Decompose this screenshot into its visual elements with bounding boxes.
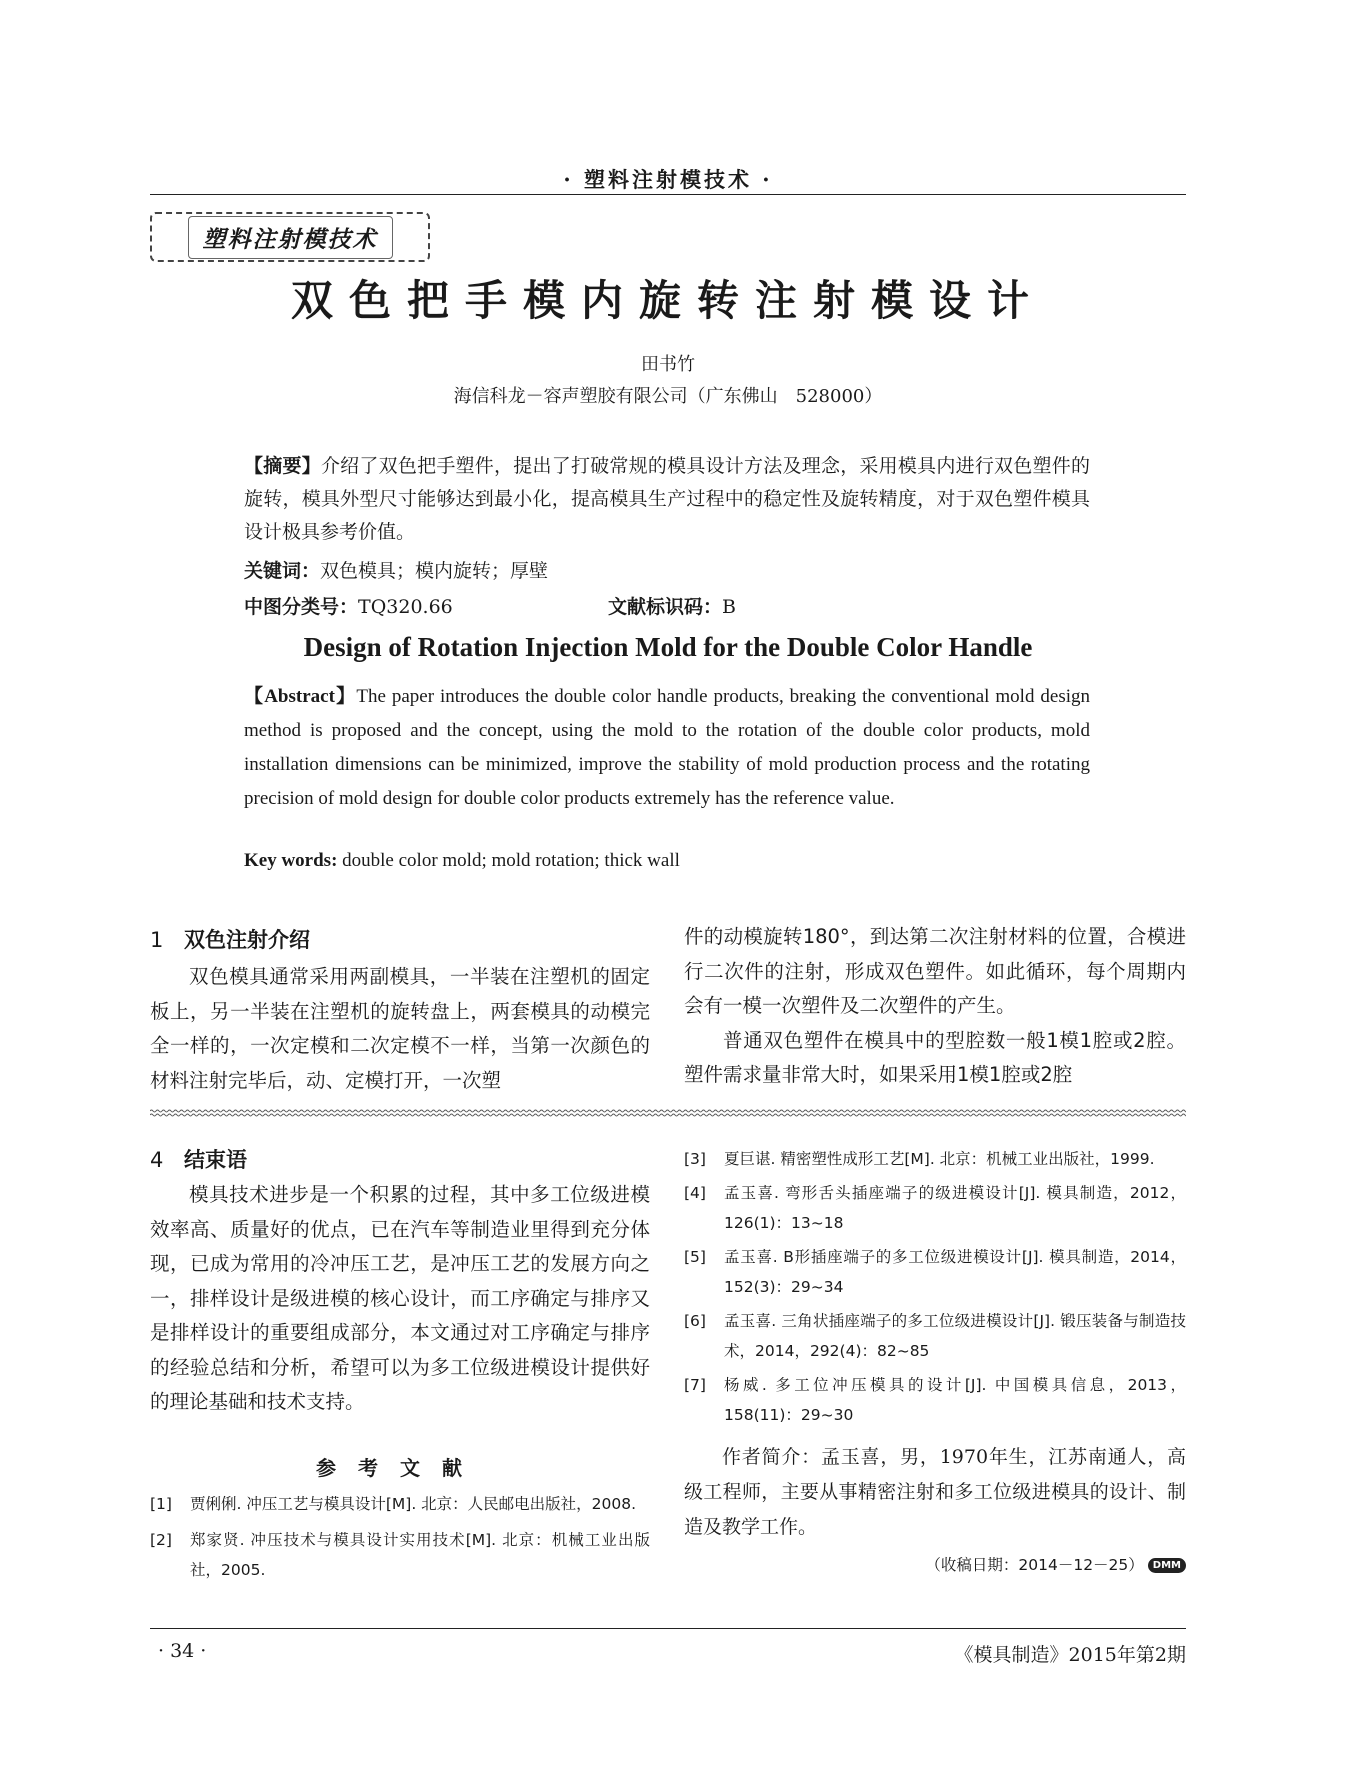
section-4-paragraph: 模具技术进步是一个积累的过程，其中多工位级进模效率高、质量好的优点，已在汽车等制造业里得到充分体现，已成为常用的冷冲压工艺，是冲压工艺的发展方向之一，排样设计是级进模的核心设计，而工序确定与排序又是排样设计的重要组成部分，本文通过对工序确定与排序的经验总结和分析，希望可以为多工位级进模设计提供好的理论基础和技术支持。 — [150, 1183, 650, 1413]
wavy-divider — [150, 1108, 1186, 1118]
page-number: · 34 · — [158, 1640, 207, 1662]
reference-number: [3] — [684, 1150, 706, 1168]
reference-text: 郑家贤. 冲压技术与模具设计实用技术[M]. 北京：机械工业出版社，2005. — [190, 1530, 650, 1579]
author-bio: 作者简介：孟玉喜，男，1970年生，江苏南通人，高级工程师，主要从事精密注射和多工位级进模具的设计、制造及教学工作。 — [684, 1446, 1186, 1538]
reference-text: 孟玉喜. B形插座端子的多工位级进模设计[J]. 模具制造，2014，152(3)：29~34 — [724, 1248, 1186, 1296]
section-1-right — [684, 920, 1186, 1093]
classification-line — [244, 592, 1090, 619]
references-right — [684, 1144, 1186, 1575]
section-4-heading — [150, 1144, 650, 1174]
reference-number: [6] — [684, 1312, 706, 1330]
document-code — [608, 592, 736, 619]
section-4 — [150, 1144, 650, 1585]
abstract-cn — [244, 450, 1090, 549]
article-title-en: Design of Rotation Injection Mold for the Double Color Handle — [303, 632, 1033, 662]
journal-issue: 《模具制造》2015年第2期 — [954, 1644, 1186, 1666]
reference-item — [150, 1525, 650, 1585]
reference-item — [684, 1242, 1186, 1302]
reference-number: [1] — [150, 1494, 172, 1513]
section-1-left — [150, 924, 650, 1098]
column-badge-label: 塑料注射模技术 — [188, 216, 393, 259]
abstract-cn-label: 【摘要】 — [244, 455, 321, 477]
reference-text: 孟玉喜. 三角状插座端子的多工位级进模设计[J]. 锻压装备与制造技术，2014，292(4)：82~85 — [724, 1312, 1186, 1360]
section-1-number: 1 — [150, 928, 164, 952]
reference-number: [4] — [684, 1184, 706, 1202]
doc-code-label: 文献标识码： — [608, 596, 723, 618]
reference-text: 孟玉喜. 弯形舌头插座端子的级进模设计[J]. 模具制造，2012，126(1)：13~18 — [724, 1184, 1186, 1232]
reference-text: 贾俐俐. 冲压工艺与模具设计[M]. 北京：人民邮电出版社，2008. — [190, 1494, 637, 1513]
doc-code-value: B — [722, 596, 736, 618]
references-left — [150, 1489, 650, 1585]
abstract-en-label: 【Abstract】 — [244, 686, 357, 707]
section-4-number: 4 — [150, 1148, 164, 1172]
section-1-paragraph-1-cont: 件的动模旋转180°，到达第二次注射材料的位置，合模进行二次件的注射，形成双色塑件。如此循环，每个周期内会有一模一次塑件及二次塑件的产生。 — [684, 925, 1186, 1017]
clc-value: TQ320.66 — [358, 596, 453, 618]
affiliation: 海信科龙－容声塑胶有限公司（广东佛山 528000） — [453, 386, 883, 407]
section-1-heading — [150, 924, 650, 954]
received-date — [684, 1553, 1186, 1575]
running-header: · 塑料注射模技术 · — [563, 167, 773, 192]
section-1-paragraph-1: 双色模具通常采用两副模具，一半装在注塑机的固定板上，另一半装在注塑机的旋转盘上，两套模具的动模完全一样的，一次定模和二次定模不一样，当第一次颜色的材料注射完毕后，动、定模打开，一次塑 — [150, 965, 650, 1092]
header-rule — [150, 194, 1186, 195]
column-badge — [150, 212, 430, 262]
received-date-text: （收稿日期：2014－12－25） — [925, 1556, 1144, 1574]
dmm-logo-icon: DMM — [1148, 1558, 1186, 1573]
keywords-cn — [244, 556, 548, 583]
reference-number: [2] — [150, 1530, 172, 1549]
reference-number: [7] — [684, 1376, 706, 1394]
section-4-title: 结束语 — [184, 1148, 247, 1172]
section-1-paragraph-2: 普通双色塑件在模具中的型腔数一般1模1腔或2腔。塑件需求量非常大时，如果采用1模1腔或2腔 — [684, 1028, 1186, 1086]
reference-item — [684, 1370, 1186, 1430]
footer-rule — [150, 1628, 1186, 1629]
clc-label: 中图分类号： — [244, 596, 359, 618]
reference-text: 夏巨谌. 精密塑性成形工艺[M]. 北京：机械工业出版社，1999. — [724, 1150, 1155, 1168]
keywords-en-label: Key words: — [244, 850, 338, 871]
author: 田书竹 — [641, 354, 695, 375]
keywords-cn-text: 双色模具；模内旋转；厚壁 — [320, 560, 549, 582]
references-heading: 参考文献 — [316, 1455, 484, 1480]
keywords-cn-label: 关键词： — [244, 560, 321, 582]
reference-item — [684, 1306, 1186, 1366]
abstract-en-text: The paper introduces the double color handle products, breaking the conventional mold design method is proposed and the concept, using the mold to the rotation of the double color products, mold installation dimensions can be minimized, improve the stability of mold production process and the rotating precision of mold design for double color products extremely has the reference value. — [244, 686, 1091, 809]
reference-text: 杨威. 多工位冲压模具的设计[J]. 中国模具信息，2013，158(11)：29~30 — [724, 1376, 1186, 1424]
abstract-en — [244, 680, 1090, 816]
reference-item — [684, 1178, 1186, 1238]
reference-item — [684, 1144, 1186, 1174]
article-title-cn: 双色把手模内旋转注射模设计 — [290, 276, 1045, 325]
reference-item — [150, 1489, 650, 1519]
keywords-en-text: double color mold; mold rotation; thick wall — [337, 850, 680, 871]
keywords-en — [244, 850, 680, 872]
reference-number: [5] — [684, 1248, 706, 1266]
section-1-title: 双色注射介绍 — [184, 928, 310, 952]
abstract-cn-text: 介绍了双色把手塑件，提出了打破常规的模具设计方法及理念，采用模具内进行双色塑件的旋转，模具外型尺寸能够达到最小化，提高模具生产过程中的稳定性及旋转精度，对于双色塑件模具设计极具参考价值。 — [244, 455, 1090, 543]
